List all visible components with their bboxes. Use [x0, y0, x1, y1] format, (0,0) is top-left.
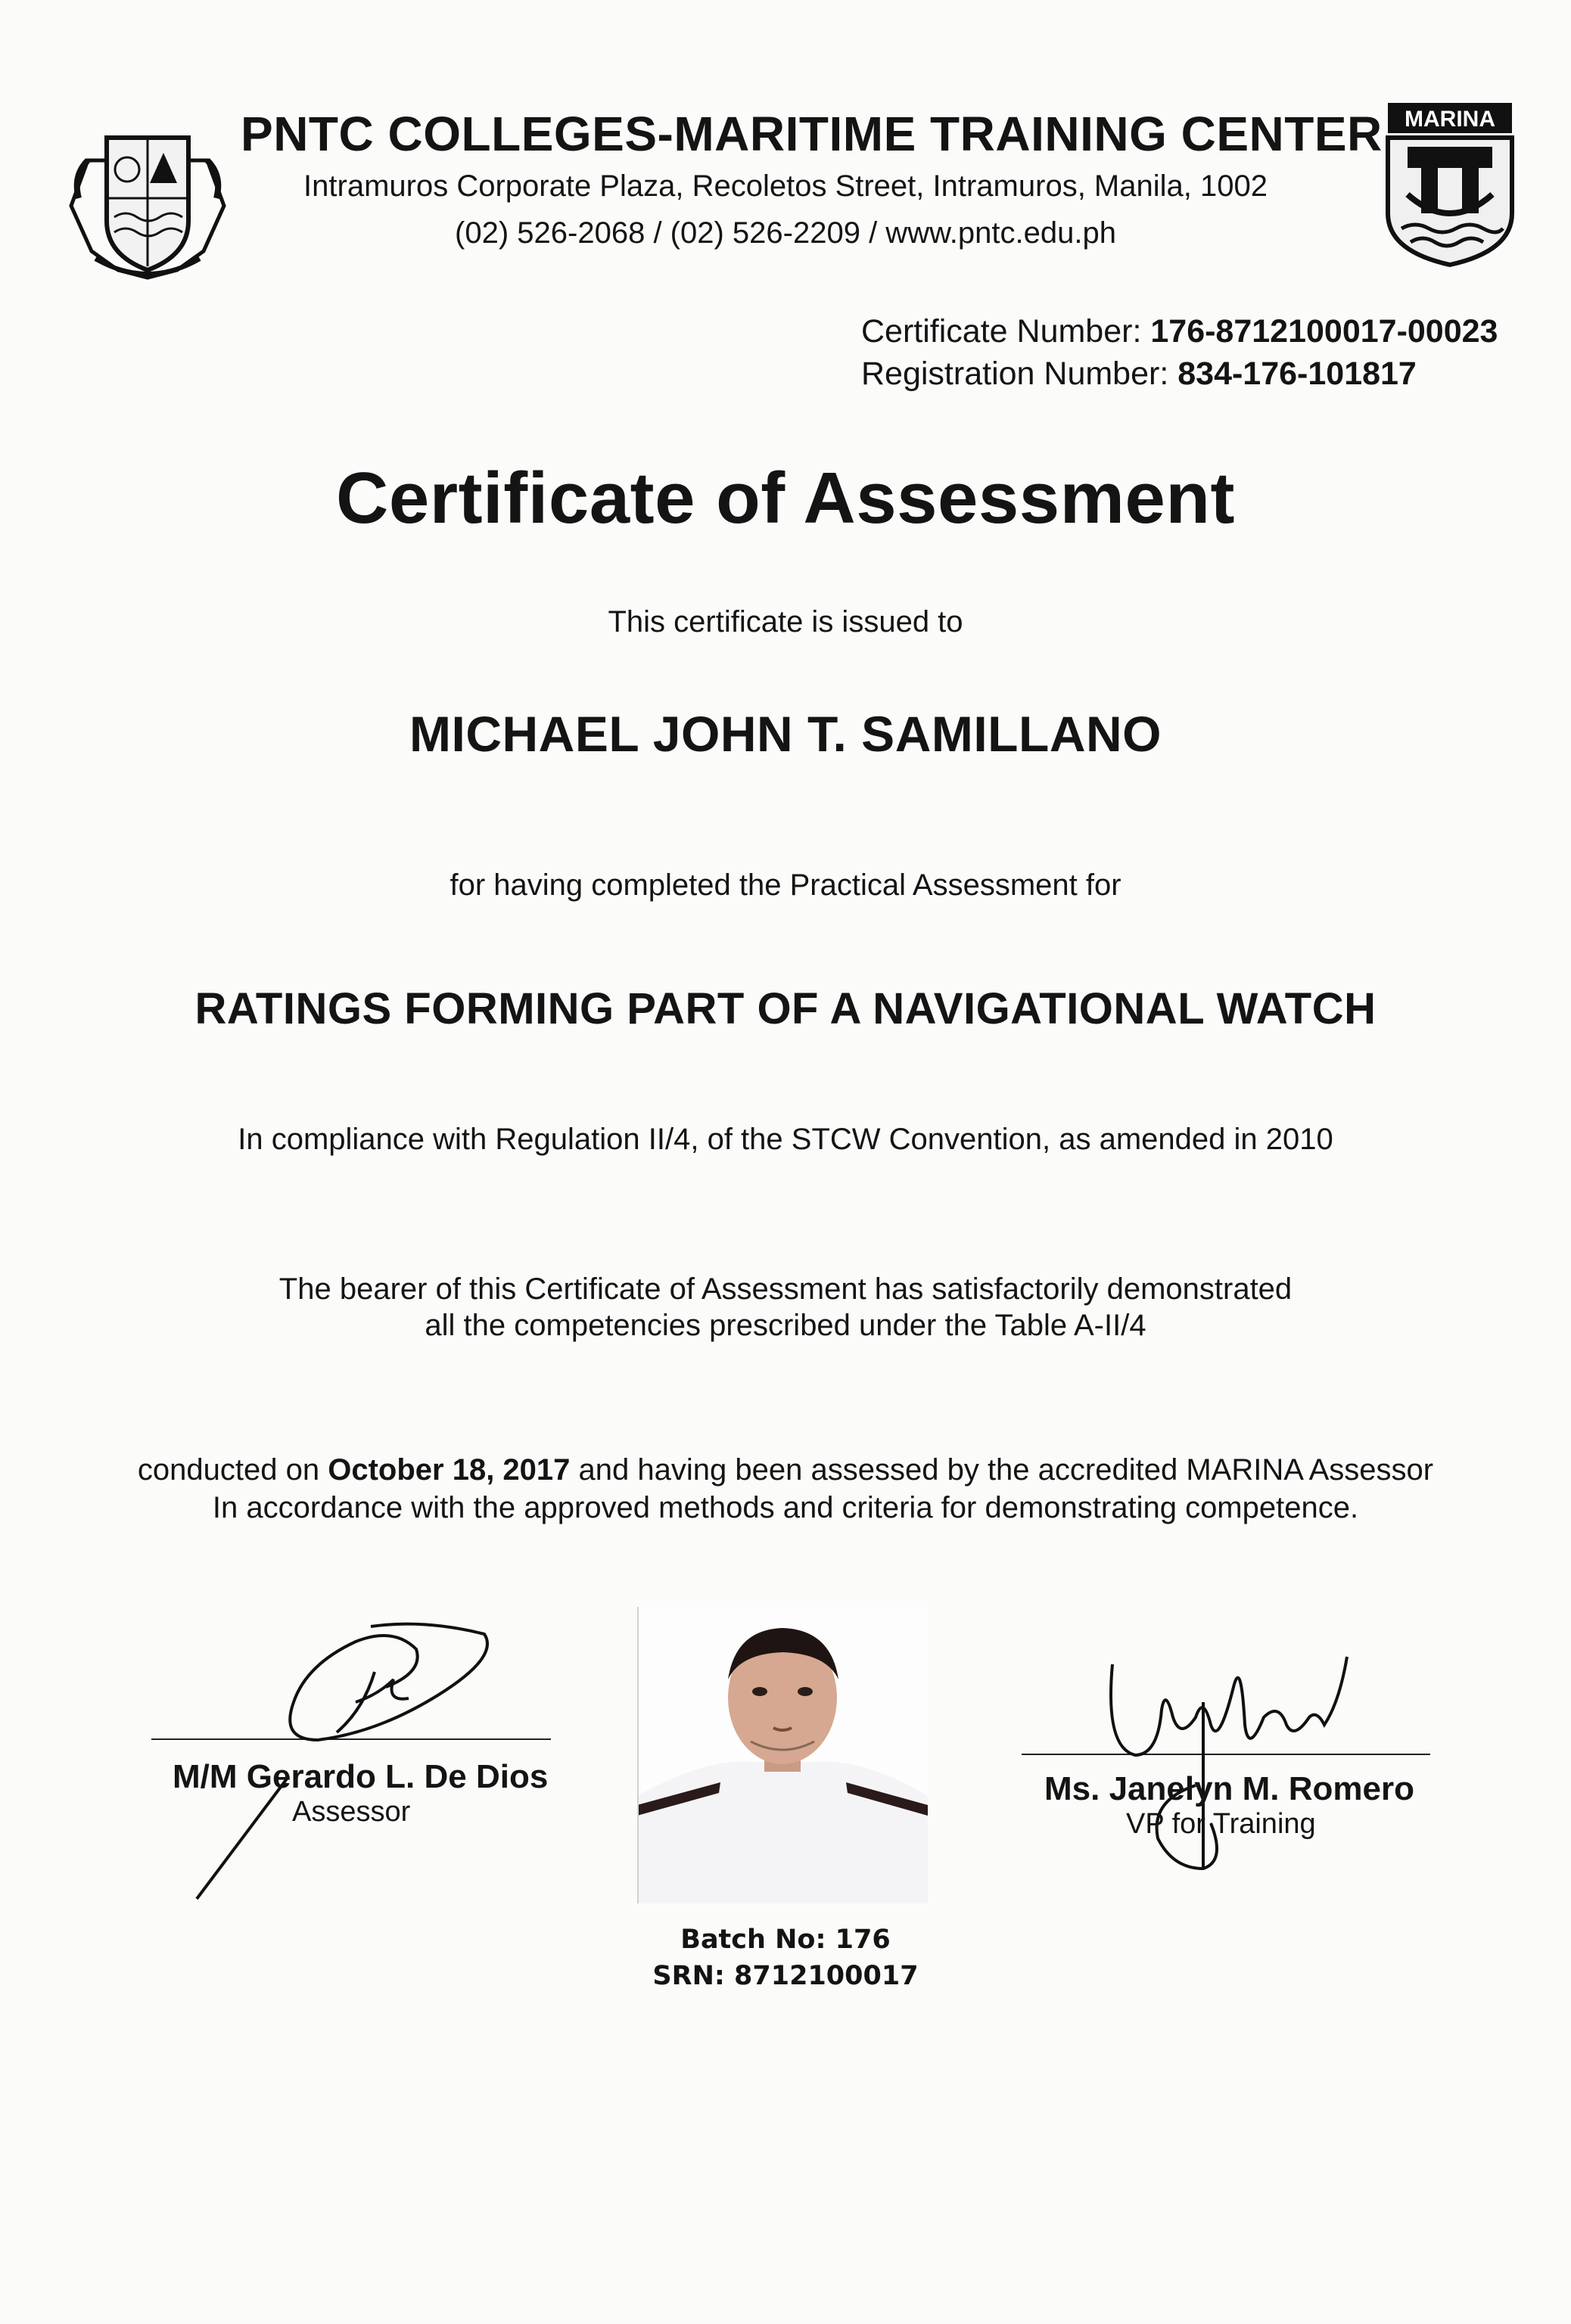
certificate-title: Certificate of Assessment — [335, 458, 1236, 539]
organization-address: Intramuros Corporate Plaza, Recoletos Street, Intramuros, Manila, 1002 — [303, 169, 1268, 203]
vp-name: Ms. Janelyn M. Romero — [1044, 1770, 1415, 1807]
conducted-line — [0, 1451, 1571, 1489]
conducted-suffix: and having been assessed by the accredited MARINA Assessor — [578, 1453, 1434, 1487]
certificate-number: 176-8712100017-00023 — [1150, 313, 1498, 350]
assessor-title: Assessor — [292, 1796, 411, 1828]
assessor-signature-line — [151, 1738, 551, 1740]
organization-contact: (02) 526-2068 / (02) 526-2209 / www.pntc.edu.ph — [455, 216, 1116, 250]
marina-seal-icon — [1385, 100, 1515, 268]
vp-signature-line — [1022, 1754, 1430, 1755]
conducted-prefix: conducted on — [137, 1453, 320, 1487]
photo-divider — [637, 1607, 639, 1903]
srn-number: SRN: 8712100017 — [652, 1961, 919, 1991]
batch-info — [0, 1922, 1571, 1994]
certificate-number-row — [861, 310, 1498, 353]
registration-number-row — [861, 353, 1498, 395]
completed-for-text: for having completed the Practical Assessment for — [450, 868, 1121, 902]
course-title: RATINGS FORMING PART OF A NAVIGATIONAL WATCH — [194, 984, 1377, 1033]
bearer-line-1: The bearer of this Certificate of Assessment has satisfactorily demonstrated — [278, 1272, 1293, 1306]
assessor-name: M/M Gerardo L. De Dios — [173, 1758, 549, 1795]
id-photo-icon — [637, 1607, 928, 1903]
bearer-line-2: all the competencies prescribed under the Table A-II/4 — [425, 1309, 1146, 1342]
certificate-number-label: Certificate Number: — [861, 313, 1142, 350]
certificate-identifiers — [861, 310, 1498, 395]
organization-name: PNTC COLLEGES-MARITIME TRAINING CENTER — [241, 107, 1383, 161]
marina-logo-text: MARINA — [1405, 107, 1495, 132]
compliance-text: In compliance with Regulation II/4, of the STCW Convention, as amended in 2010 — [238, 1123, 1333, 1156]
recipient-name: MICHAEL JOHN T. SAMILLANO — [409, 706, 1162, 762]
vp-title: VP for Training — [1126, 1808, 1316, 1840]
bearer-statement — [0, 1271, 1571, 1344]
vp-signature-icon — [1090, 1642, 1362, 1884]
registration-number: 834-176-101817 — [1177, 356, 1417, 392]
batch-number: Batch No: 176 — [680, 1925, 891, 1955]
conducted-date: October 18, 2017 — [328, 1453, 571, 1487]
conducted-statement — [0, 1451, 1571, 1527]
accordance-line: In accordance with the approved methods and criteria for demonstrating competence. — [212, 1491, 1359, 1524]
registration-number-label: Registration Number: — [861, 356, 1169, 392]
issued-to-text: This certificate is issued to — [608, 605, 963, 638]
